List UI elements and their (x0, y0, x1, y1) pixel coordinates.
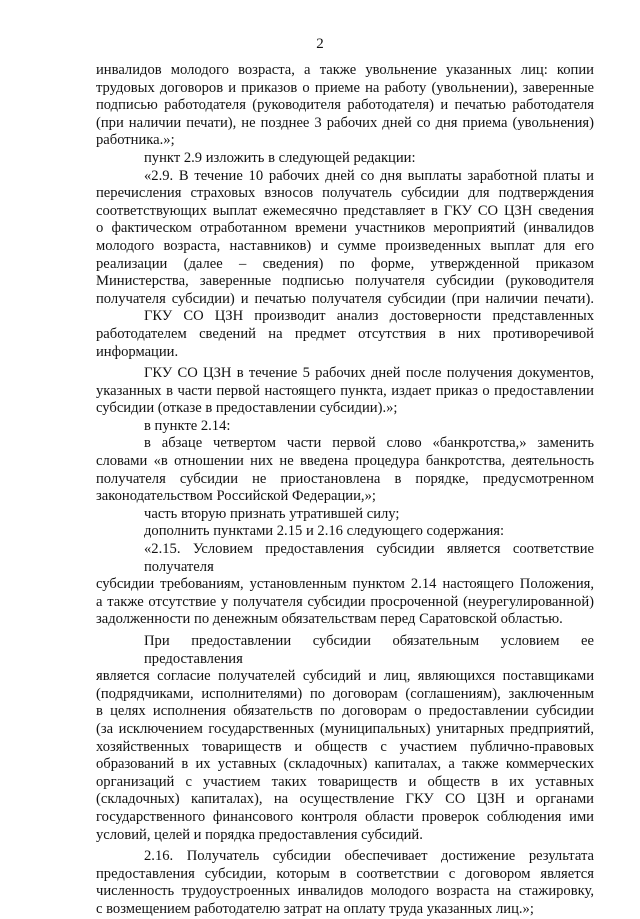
text-line: является согласие получателей субсидий и лиц, являющихся поставщиками (96, 668, 594, 685)
text-line: субсидии (отказе в предоставлении субсидии).»; (96, 400, 398, 417)
text-line: перечисления страховых взносов получатель субсидии для подтверждения (96, 185, 594, 202)
text-line: 2.16. Получатель субсидии обеспечивает достижение результата (144, 848, 594, 865)
text-line: образований в их уставных (складочных) капиталах, а также коммерческих (96, 756, 594, 773)
text-line: с возмещением работодателю затрат на оплату труда указанных лиц.»; (96, 900, 534, 917)
text-line: работодателем сведений на предмет отсутствия в них противоречивой (96, 325, 594, 342)
text-line: «2.15. Условием предоставления субсидии является соответствие получателя (144, 541, 594, 575)
text-line: а также отсутствие у получателя субсидии просроченной (неурегулированной) (96, 593, 594, 610)
text-line: «2.9. В течение 10 рабочих дней со дня выплаты заработной платы и (144, 167, 594, 184)
text-line: в целях исполнения обязательств по договорам о предоставлении субсидии (96, 703, 594, 720)
text-line: Министерства, заверенные подписью получателя субсидии (руководителя (96, 273, 594, 290)
text-line: в абзаце четвертом части первой слово «банкротства,» заменить (144, 435, 594, 452)
text-line: (складочных) капиталах), на осуществление ГКУ СО ЦЗН и органами (96, 791, 594, 808)
text-line: государственного финансового контроля области проверок соблюдения ими (96, 808, 594, 825)
text-line: (при наличии печати), не позднее 3 рабочих дней со дня приема (увольнения) (96, 114, 594, 131)
text-line: о фактическом отработанном времени участников мероприятий (инвалидов (96, 220, 594, 237)
text-line: ГКУ СО ЦЗН в течение 5 рабочих дней после получения документов, (144, 365, 594, 382)
text-line: предоставления субсидии, которым в соответствии с договором является (96, 865, 594, 882)
text-line: в пункте 2.14: (144, 417, 231, 434)
text-line: трудовых договоров и приказов о приеме на работу (увольнении), заверенные (96, 79, 594, 96)
text-line: задолженности по денежным обязательствам перед Саратовской областью. (96, 611, 563, 628)
text-line: При предоставлении субсидии обязательным условием ее предоставления (144, 633, 594, 667)
text-line: указанных в части первой настоящего пункта, издает приказ о предоставлении (96, 382, 594, 399)
body-text (96, 62, 594, 919)
text-line: информации. (96, 343, 179, 360)
text-line: подписью работодателя (руководителя работодателя) и печатью работодателя (96, 97, 594, 114)
text-line: словами «в отношении них не введена процедура банкротства, деятельность (96, 453, 594, 470)
text-line: субсидии требованиям, установленным пунктом 2.14 настоящего Положения, (96, 576, 594, 593)
text-line: законодательством Российской Федерации,»; (96, 488, 376, 505)
text-line: молодого возраста, наставников) и сумме произведенных выплат для его (96, 237, 594, 254)
text-line: условий, целей и порядка предоставления субсидий. (96, 826, 423, 843)
text-line: пункт 2.9 изложить в следующей редакции: (144, 149, 416, 166)
text-line: (за исключением государственных (муниципальных) унитарных предприятий, (96, 720, 594, 737)
text-line: работника.»; (96, 132, 175, 149)
text-line: инвалидов молодого возраста, а также увольнение указанных лиц: копии (96, 62, 594, 78)
text-line: соответствующих выплат ежемесячно представляет в ГКУ СО ЦЗН сведения (96, 202, 594, 219)
text-line: ГКУ СО ЦЗН производит анализ достоверности представленных (144, 308, 594, 325)
text-line: получателя субсидии) и печатью получателя субсидии (при наличии печати). (96, 290, 594, 307)
text-line: реализации (далее – сведения) по форме, утвержденной приказом (96, 255, 594, 272)
page-number: 2 (316, 36, 324, 52)
text-line: часть вторую признать утратившей силу; (144, 505, 400, 522)
text-line: численность трудоустроенных инвалидов молодого возраста на стажировку, (96, 883, 594, 900)
text-line: хозяйственных товариществ и обществ с участием публично-правовых (96, 738, 594, 755)
text-line: (подрядчиками, исполнителями) по договорам (соглашениям), заключенным (96, 685, 594, 702)
text-line: организаций с участием таких товариществ и обществ в их уставных (96, 773, 594, 790)
text-line: дополнить пунктами 2.15 и 2.16 следующего содержания: (144, 523, 505, 540)
text-line: получателя субсидии не приостановлена в порядке, предусмотренном (96, 470, 594, 487)
